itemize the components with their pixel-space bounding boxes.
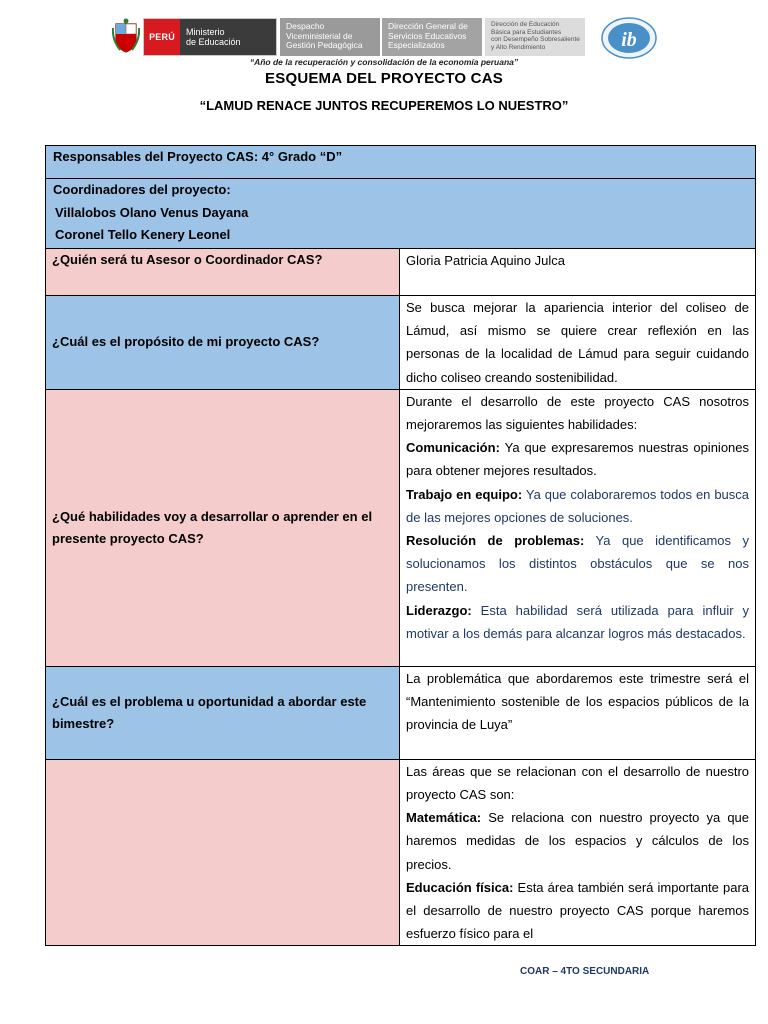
ministerio-label: Ministerio de Educación (180, 19, 276, 55)
areas-answer (400, 759, 756, 946)
problema-question: ¿Cuál es el problema u oportunidad a abordar este bimestre? (46, 666, 400, 759)
habilidad-item: Trabajo en equipo: Ya que colaboraremos todos en busca de las mejores opciones de soluciones. (406, 486, 750, 525)
coordinadores-label: Coordinadores del proyecto: (53, 182, 231, 197)
asesor-answer: Gloria Patricia Aquino Julca (400, 249, 756, 296)
habilidades-row (46, 389, 756, 666)
svg-text:ib: ib (621, 29, 637, 51)
areas-row (46, 759, 756, 946)
problema-row (46, 666, 756, 759)
peru-ministerio-logo (143, 18, 277, 56)
habilidad-item: Comunicación: Ya que expresaremos nuestras opiniones para obtener mejores resultados. (406, 440, 750, 479)
habilidades-question: ¿Qué habilidades voy a desarrollar o aprender en el presente proyecto CAS? (46, 389, 400, 666)
ib-logo-icon (600, 16, 658, 60)
direccion-educacion-box: Dirección de Educación Básica para Estudiantes con Desempeño Sobresaliente y Alto Rendimiento (485, 18, 585, 56)
proposito-question: ¿Cuál es el propósito de mi proyecto CAS? (46, 296, 400, 390)
coordinador-1: Villalobos Olano Venus Dayana (55, 204, 249, 220)
peru-label: PERÚ (144, 19, 180, 55)
coordinadores-row (46, 179, 756, 249)
page-footer: COAR – 4TO SECUNDARIA (520, 966, 650, 977)
problema-answer: La problemática que abordaremos este trimestre será el “Mantenimiento sostenible de los espacios públicos de la provincia de Luya” (400, 666, 756, 759)
proposito-answer: Se busca mejorar la apariencia interior del coliseo de Lámud, así mismo se quiere crear reflexión en las personas de la localidad de Lámud para seguir cuidando dicho coliseo creando sostenibilidad. (400, 296, 756, 390)
coordinador-2: Coronel Tello Kenery Leonel (55, 227, 231, 242)
asesor-question: ¿Quién será tu Asesor o Coordinador CAS? (46, 249, 400, 296)
coordinadores-cell (46, 179, 756, 249)
areas-intro: Las áreas que se relacionan con el desarrollo de nuestro proyecto CAS son: (406, 763, 750, 803)
responsables-cell: Responsables del Proyecto CAS: 4° Grado “D” (46, 146, 756, 179)
motto: “Año de la recuperación y consolidación de la economía peruana” (249, 57, 519, 67)
responsables-row (46, 146, 756, 179)
habilidades-intro: Durante el desarrollo de este proyecto CAS nosotros mejoraremos las siguientes habilidades: (406, 393, 750, 433)
proposito-row (46, 296, 756, 390)
area-item: Matemática: Se relaciona con nuestro proyecto ya que haremos medidas de los espacios y cálculos de los precios. (406, 810, 750, 872)
direccion-general-box: Dirección General de Servicios Educativos Especializados (382, 18, 482, 56)
despacho-box: Despacho Viceministerial de Gestión Pedagógica (280, 18, 380, 56)
page-header (0, 0, 768, 70)
habilidades-answer (400, 389, 756, 666)
area-item: Educación física: Esta área también será importante para el desarrollo de nuestro proyecto CAS porque haremos esfuerzo físico para el (406, 879, 750, 942)
peru-coat-of-arms-icon (112, 18, 140, 54)
areas-question (46, 759, 400, 946)
habilidad-item: Resolución de problemas: Ya que identificamos y solucionamos los distintos obstáculos que se nos presenten. (406, 533, 750, 595)
habilidad-item: Liderazgo: Esta habilidad será utilizada para influir y motivar a los demás para alcanzar logros más destacados. (406, 602, 750, 641)
page-subtitle: “LAMUD RENACE JUNTOS RECUPEREMOS LO NUESTRO” (199, 98, 569, 113)
page-title: ESQUEMA DEL PROYECTO CAS (265, 70, 503, 87)
asesor-row (46, 249, 756, 296)
project-table (45, 145, 756, 946)
